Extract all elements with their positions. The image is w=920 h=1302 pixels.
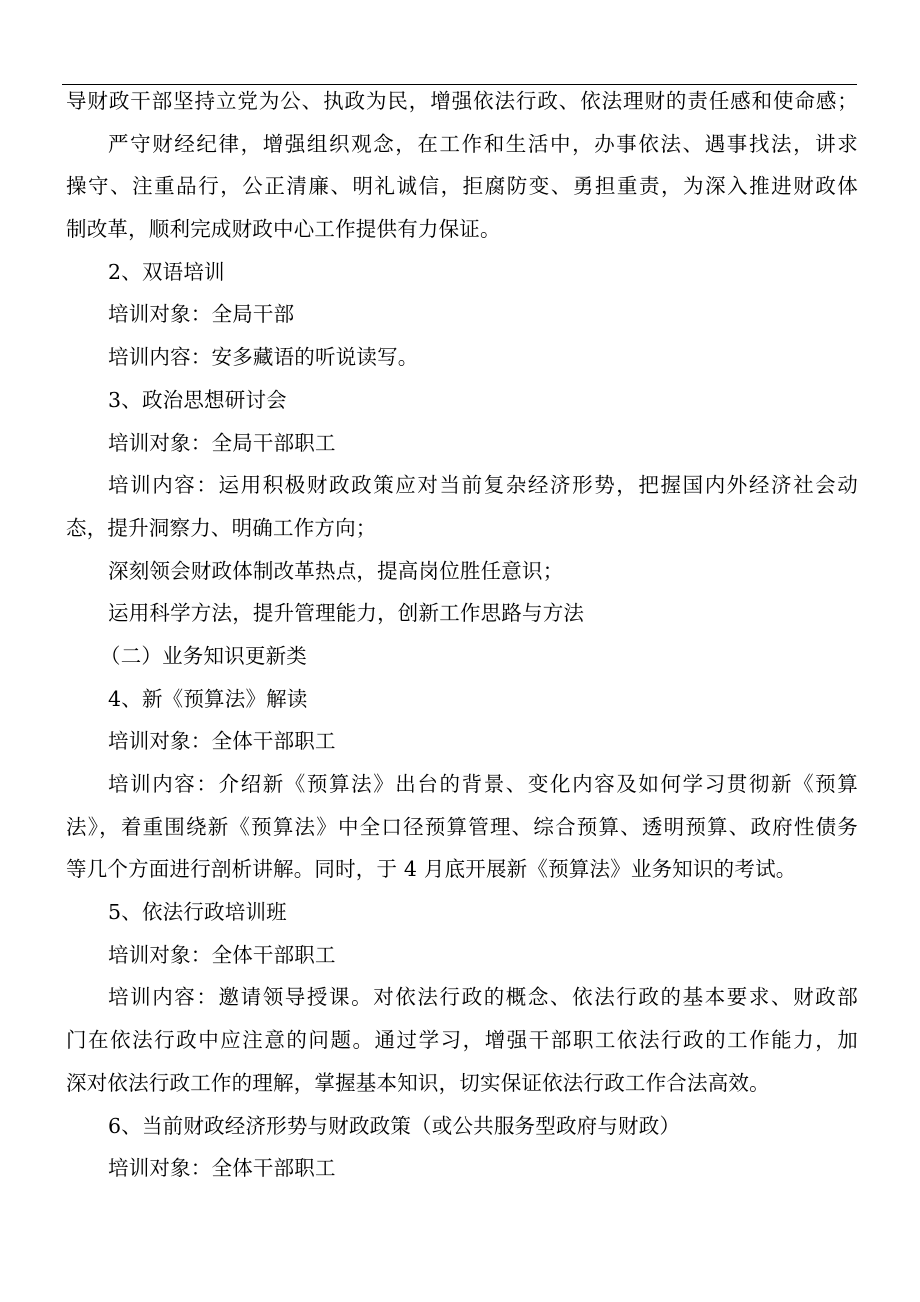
- section-heading: 4、新《预算法》解读: [108, 686, 308, 711]
- body-line: 制改革，顺利完成财政中心工作提供有力保证。: [66, 217, 501, 242]
- section-heading: 2、双语培训: [108, 259, 225, 284]
- body-line: 培训内容：介绍新《预算法》出台的背景、变化内容及如何学习贯彻新《预算: [108, 772, 858, 796]
- section-heading: 5、依法行政培训班: [108, 900, 287, 925]
- body-line: 培训对象：全体干部职工: [108, 729, 336, 754]
- body-line: 导财政干部坚持立党为公、执政为民，增强依法行政、依法理财的责任感和使命感；: [66, 89, 858, 113]
- body-line: 法》，着重围绕新《预算法》中全口径预算管理、综合预算、透明预算、政府性债务: [66, 814, 858, 839]
- section-heading: 3、政治思想研讨会: [108, 387, 287, 412]
- body-line: 培训对象：全局干部: [108, 302, 295, 327]
- body-line: 培训内容：运用积极财政政策应对当前复杂经济形势，把握国内外经济社会动: [108, 473, 858, 498]
- body-line: 运用科学方法，提升管理能力，创新工作思路与方法: [108, 601, 585, 626]
- body-line: 门在依法行政中应注意的问题。通过学习，增强干部职工依法行政的工作能力，加: [66, 1028, 858, 1053]
- body-line: 培训内容：安多藏语的听说读写。: [108, 345, 419, 370]
- body-line: 操守、注重品行，公正清廉、明礼诚信，拒腐防变、勇担重责，为深入推进财政体: [66, 174, 858, 199]
- section-heading: （二）业务知识更新类: [100, 643, 307, 668]
- body-line: 培训内容：邀请领导授课。对依法行政的概念、依法行政的基本要求、财政部: [108, 985, 858, 1010]
- document-body: [66, 80, 858, 1190]
- body-line: 严守财经纪律，增强组织观念，在工作和生活中，办事依法、遇事找法，讲求: [108, 131, 858, 156]
- body-line: 培训对象：全体干部职工: [108, 942, 336, 967]
- body-line: 培训对象：全局干部职工: [108, 430, 336, 455]
- body-line: 深对依法行政工作的理解，掌握基本知识，切实保证依法行政工作合法高效。: [66, 1070, 770, 1095]
- section-heading: 6、当前财政经济形势与财政政策（或公共服务型政府与财政）: [108, 1113, 681, 1138]
- body-line: 深刻领会财政体制改革热点，提高岗位胜任意识；: [108, 558, 564, 583]
- body-line: 态，提升洞察力、明确工作方向；: [66, 515, 377, 540]
- body-line: 培训对象：全体干部职工: [108, 1156, 336, 1181]
- body-line: 等几个方面进行剖析讲解。同时，于 4 月底开展新《预算法》业务知识的考试。: [66, 857, 797, 882]
